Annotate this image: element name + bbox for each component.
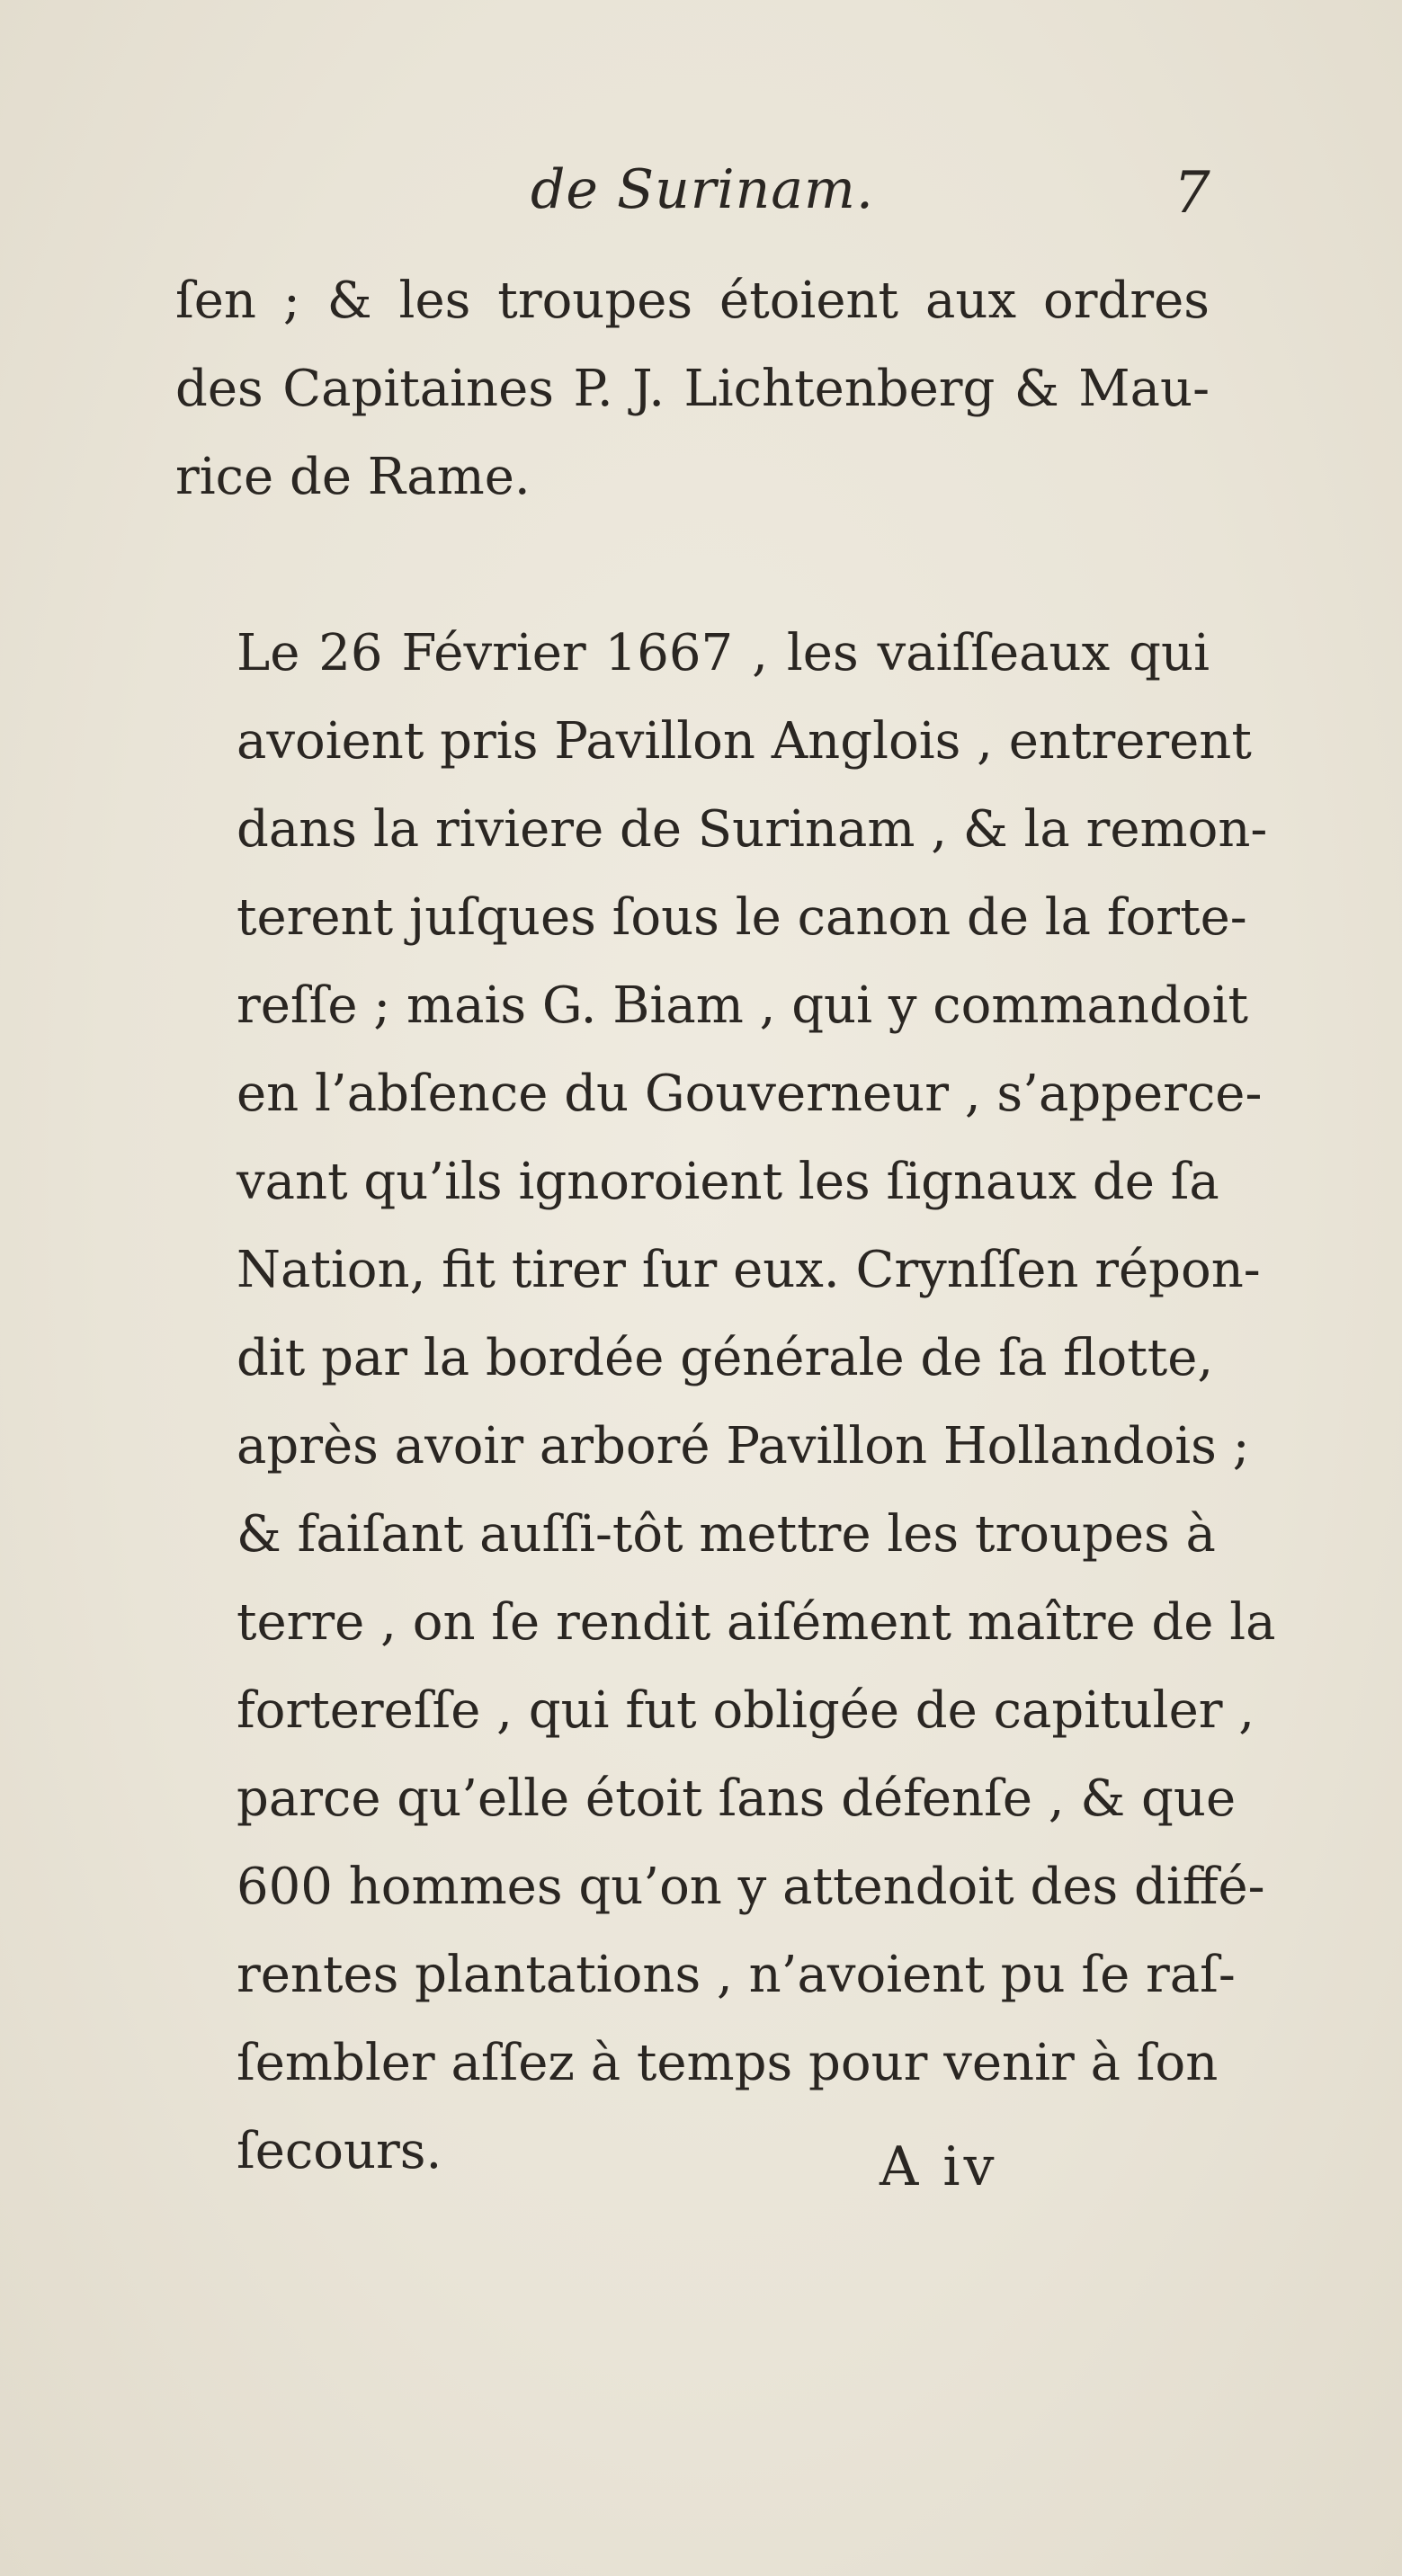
paragraph: [175, 257, 1210, 521]
text-line: & faiſant auſſi-tôt mettre les troupes à: [237, 1505, 1216, 1564]
text-line: Nation, fit tirer ſur eux. Crynſſen répon-: [237, 1241, 1261, 1299]
text-line: dit par la bordée générale de ſa flotte,: [237, 1329, 1214, 1387]
text-line: rice de Rame.: [175, 448, 531, 506]
page-header: [0, 158, 1402, 239]
text-line: Le 26 Février 1667 , les vaiſſeaux qui: [237, 624, 1210, 682]
text-line: dans la riviere de Surinam , & la remon-: [237, 800, 1268, 859]
text-line: ſembler aſſez à temps pour venir à ſon: [237, 2034, 1219, 2092]
text-line: fortereſſe , qui fut obligée de capituler ,: [237, 1681, 1255, 1740]
body-text: [175, 257, 1276, 2196]
page-number: 7: [1174, 160, 1210, 227]
text-line: en l’abſence du Gouverneur , s’apperce-: [237, 1065, 1263, 1123]
text-line: parce qu’elle étoit ſans défenſe , & que: [237, 1769, 1237, 1828]
text-line: terent juſques ſous le canon de la forte-: [237, 888, 1247, 947]
text-line: terre , on ſe rendit aiſément maître de la: [237, 1593, 1276, 1652]
text-line: 600 hommes qu’on y attendoit des diffé-: [237, 1858, 1265, 1916]
signature-mark: A iv: [880, 2135, 998, 2198]
text-line: ſen ; & les troupes étoient aux ordres: [175, 272, 1210, 330]
text-line: ſecours.: [237, 2122, 442, 2180]
text-line: après avoir arboré Pavillon Hollandois ;: [237, 1417, 1250, 1475]
text-line: reſſe ; mais G. Biam , qui y commandoit: [237, 976, 1248, 1035]
text-line: vant qu’ils ignoroient les ſignaux de ſa: [237, 1153, 1219, 1211]
paragraph: [175, 610, 1276, 2196]
running-head: de Surinam.: [531, 158, 874, 221]
text-line: rentes plantations , n’avoient pu ſe raſ-: [237, 1946, 1236, 2004]
text-line: avoient pris Pavillon Anglois , entrerent: [237, 712, 1252, 771]
text-line: des Capitaines P. J. Lichtenberg & Mau-: [175, 360, 1210, 418]
